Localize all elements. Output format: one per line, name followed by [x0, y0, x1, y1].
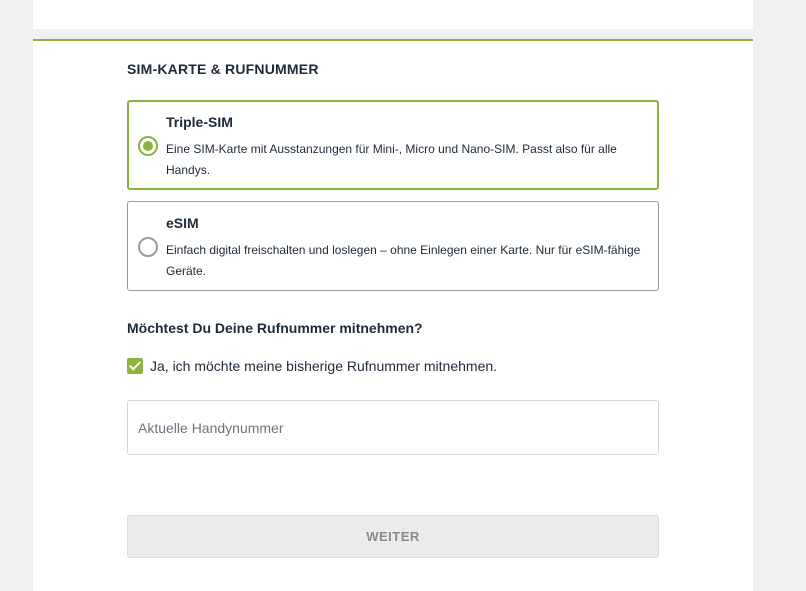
current-phone-number-input[interactable] [127, 400, 659, 455]
option-description: Einfach digital freischalten und loslegen – ohne Einlegen einer Karte. Nur für eSIM-fähige Geräte. [166, 243, 641, 278]
option-title: Triple-SIM [166, 114, 233, 130]
port-number-checkbox-label: Ja, ich möchte meine bisherige Rufnummer mitnehmen. [150, 358, 498, 374]
sim-option-triple-sim[interactable] [127, 100, 659, 190]
option-title: eSIM [166, 215, 199, 231]
previous-section-card [33, 0, 753, 29]
continue-button[interactable]: WEITER [127, 515, 659, 558]
port-number-question: Möchtest Du Deine Rufnummer mitnehmen? [127, 320, 423, 336]
radio-unselected-icon[interactable] [138, 237, 158, 257]
radio-selected-icon[interactable] [138, 136, 158, 156]
section-title: SIM-KARTE & RUFNUMMER [127, 61, 319, 77]
checkbox-checked-icon[interactable] [127, 358, 143, 374]
port-number-checkbox-row[interactable] [127, 357, 497, 375]
option-description: Eine SIM-Karte mit Ausstanzungen für Mini-, Micro und Nano-SIM. Passt also für alle Handys. [166, 142, 617, 177]
sim-option-esim[interactable] [127, 201, 659, 291]
sim-card-section [33, 39, 753, 591]
